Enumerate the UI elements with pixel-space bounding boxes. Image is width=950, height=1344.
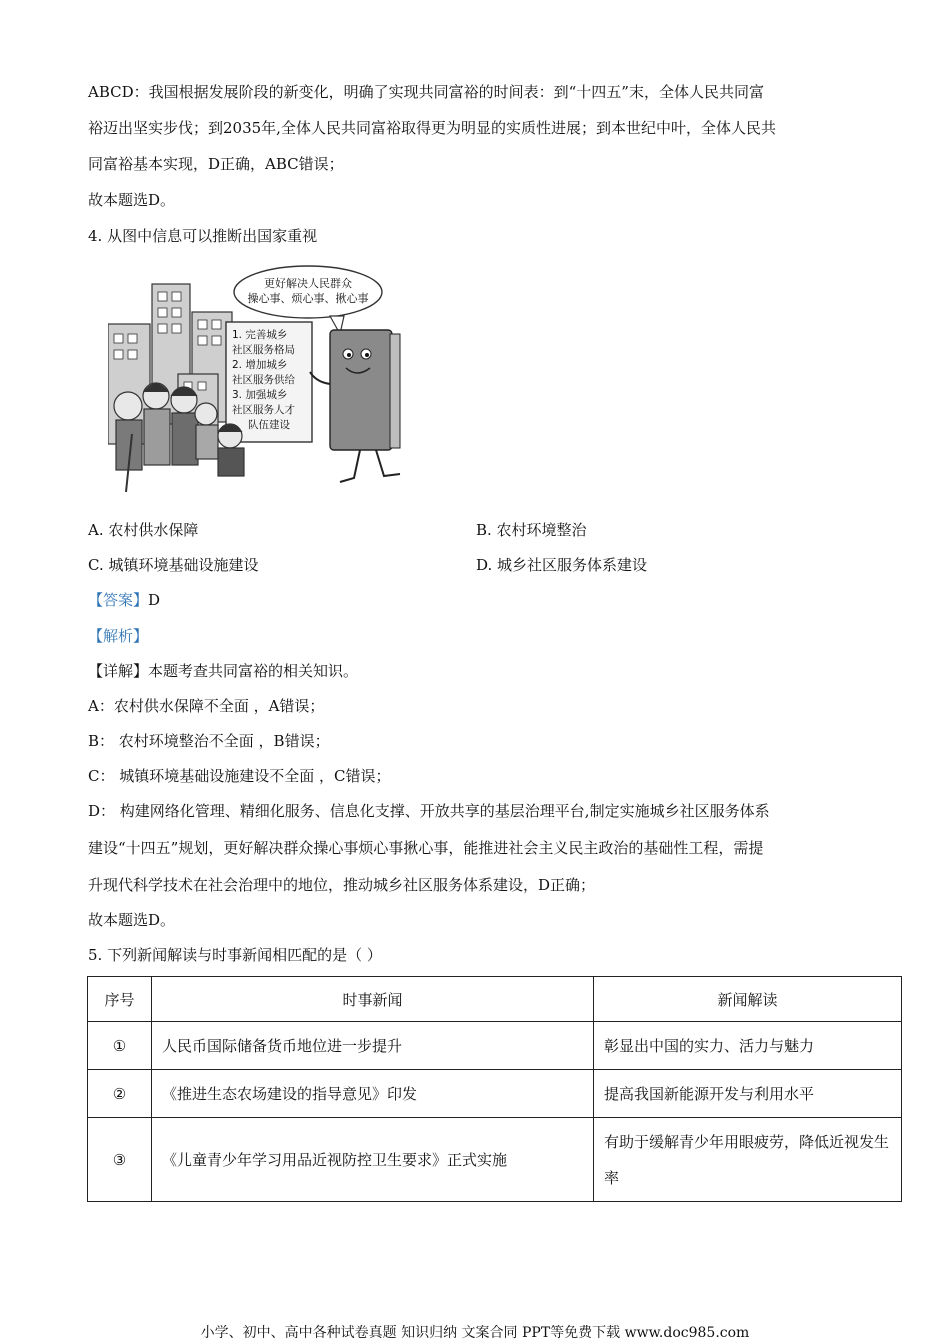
option-a: A. 农村供水保障 <box>88 521 199 539</box>
detail-line <box>88 661 358 681</box>
sign-text: 3. 加强城乡 <box>232 389 288 401</box>
community-service-illustration <box>108 264 414 496</box>
table-cell: 有助于缓解青少年用眼疲劳，降低近视发生率 <box>594 1118 902 1202</box>
bubble-text: 操心事、烦心事、揪心事 <box>247 292 369 305</box>
sign-text: 社区服务人才 <box>232 404 295 416</box>
news-table <box>87 976 902 1202</box>
option-b: B. 农村环境整治 <box>476 521 587 539</box>
paragraph-line: 同富裕基本实现，D正确，ABC错误； <box>88 155 344 173</box>
analysis-label: 【解析】 <box>88 627 149 645</box>
answer-value: D <box>148 591 161 609</box>
detail-text: 本题考查共同富裕的相关知识。 <box>148 662 359 680</box>
analysis-d: 建设“十四五”规划，更好解决群众操心事烦心事揪心事，能推进社会主义民主政治的基础性工程，需提 <box>88 839 764 857</box>
table-cell: 彰显出中国的实力、活力与魅力 <box>594 1022 902 1070</box>
paragraph-line: 故本题选D。 <box>88 191 176 209</box>
analysis-c: C： 城镇环境基础设施建设不全面 ，C错误； <box>88 767 391 785</box>
bubble-text: 更好解决人民群众 <box>264 277 352 290</box>
header-cell: 新闻解读 <box>594 977 902 1022</box>
header-cell: 序号 <box>88 977 152 1022</box>
sign-text: 队伍建设 <box>248 419 290 431</box>
table-row <box>88 1070 902 1118</box>
table-cell: ② <box>88 1070 152 1118</box>
table-cell: 《儿童青少年学习用品近视防控卫生要求》正式实施 <box>152 1118 594 1202</box>
answer-line <box>88 590 160 610</box>
conclusion: 故本题选D。 <box>88 911 176 929</box>
paragraph-line: ABCD：我国根据发展阶段的新变化，明确了实现共同富裕的时间表：到“十四五”末，全体人民共同富 <box>88 83 764 101</box>
table-cell: ① <box>88 1022 152 1070</box>
question-4-stem: 4. 从图中信息可以推断出国家重视 <box>88 227 318 245</box>
option-d: D. 城乡社区服务体系建设 <box>476 556 648 574</box>
table-row <box>88 1118 902 1202</box>
table-header-row <box>88 977 902 1022</box>
page-footer: 小学、初中、高中各种试卷真题 知识归纳 文案合同 PPT等免费下载 www.doc985.com <box>200 1325 750 1341</box>
sign-text: 社区服务格局 <box>232 344 295 356</box>
sign-text: 1. 完善城乡 <box>232 329 288 341</box>
analysis-b: B： 农村环境整治不全面 ，B错误； <box>88 732 330 750</box>
analysis-d: D： 构建网络化管理、精细化服务、信息化支撑、开放共享的基层治理平台,制定实施城乡社区服务体系 <box>88 802 770 820</box>
header-cell: 时事新闻 <box>152 977 594 1022</box>
analysis-d: 升现代科学技术在社会治理中的地位，推动城乡社区服务体系建设，D正确； <box>88 876 596 894</box>
analysis-a: A：农村供水保障不全面 ，A错误； <box>88 697 325 715</box>
answer-label: 【答案】 <box>88 591 149 609</box>
paragraph-line: 裕迈出坚实步伐；到2035年,全体人民共同富裕取得更为明显的实质性进展；到本世纪中叶，全体人民共 <box>88 119 776 137</box>
table-cell: 人民币国际储备货币地位进一步提升 <box>152 1022 594 1070</box>
sign-text: 2. 增加城乡 <box>232 359 288 371</box>
detail-label: 【详解】 <box>88 662 149 680</box>
sign-text: 社区服务供给 <box>232 374 295 386</box>
table-cell: ③ <box>88 1118 152 1202</box>
question-5-stem: 5. 下列新闻解读与时事新闻相匹配的是（ ） <box>88 946 382 964</box>
table-cell: 《推进生态农场建设的指导意见》印发 <box>152 1070 594 1118</box>
table-row <box>88 1022 902 1070</box>
table-cell: 提高我国新能源开发与利用水平 <box>594 1070 902 1118</box>
option-c: C. 城镇环境基础设施建设 <box>88 556 259 574</box>
